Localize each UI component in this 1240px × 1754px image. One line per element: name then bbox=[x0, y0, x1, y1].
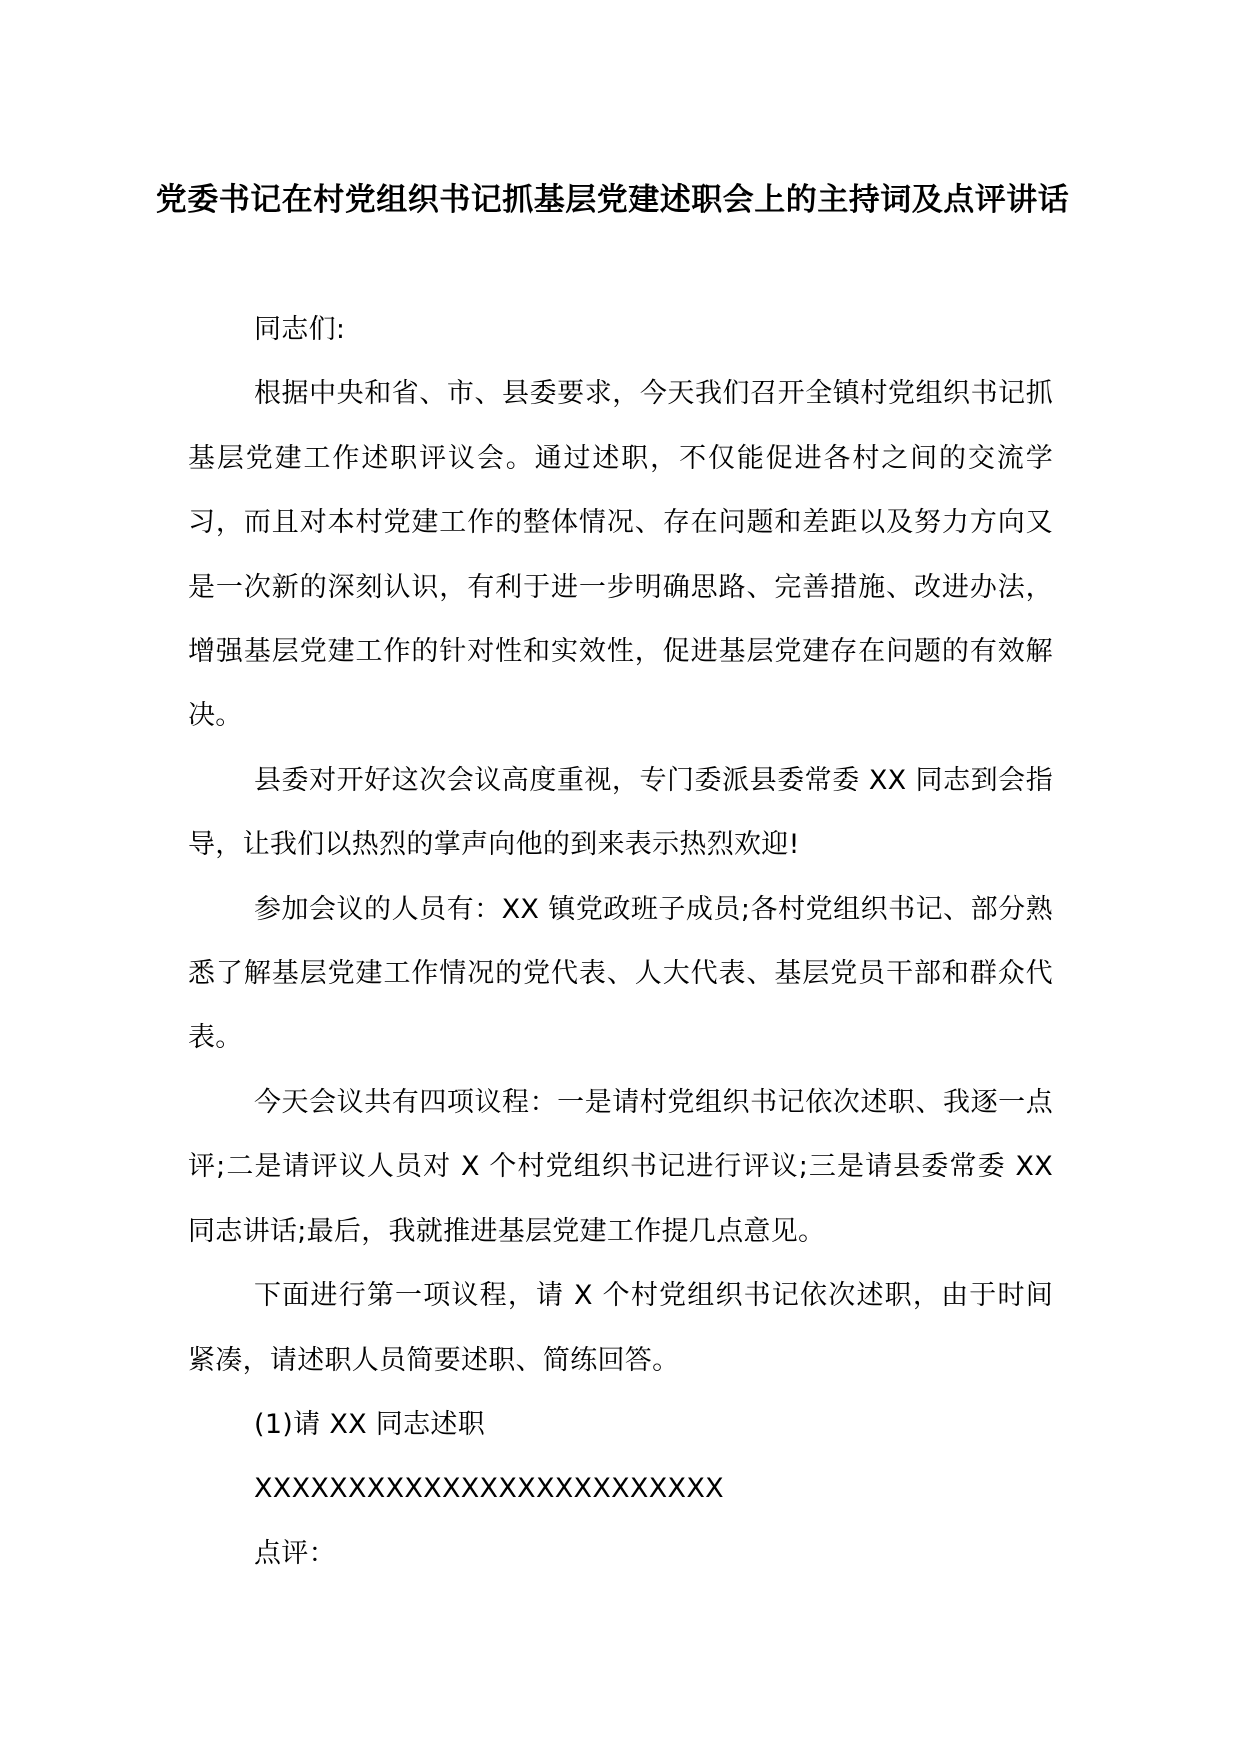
document-body bbox=[188, 298, 1053, 1586]
paragraph-comment-label: 点评： bbox=[254, 1537, 336, 1569]
paragraph-speaker-call: (1)请 XX 同志述职 bbox=[254, 1408, 486, 1440]
paragraph-agenda: 今天会议共有四项议程：一是请村党组织书记依次述职、我逐一点评;二是请评议人员对 X 个村党组织书记进行评议;三是请县委常委 XX 同志讲话;最后，我就推进基层党建工作提几点意见。 bbox=[188, 1086, 1053, 1247]
paragraph-background: 根据中央和省、市、县委要求，今天我们召开全镇村党组织书记抓基层党建工作述职评议会。通过述职，不仅能促进各村之间的交流学习，而且对本村党建工作的整体情况、存在问题和差距以及努力方向又是一次新的深刻认识，有利于进一步明确思路、完善措施、改进办法，增强基层党建工作的针对性和实效性，促进基层党建存在问题的有效解决。 bbox=[188, 378, 1053, 732]
paragraph-guest-welcome: 县委对开好这次会议高度重视，专门委派县委常委 XX 同志到会指导，让我们以热烈的掌声向他的到来表示热烈欢迎! bbox=[188, 764, 1053, 861]
paragraph-first-item: 下面进行第一项议程，请 X 个村党组织书记依次述职，由于时间紧凑，请述职人员简要述职、简练回答。 bbox=[188, 1280, 1053, 1376]
greeting-paragraph: 同志们: bbox=[254, 314, 346, 345]
paragraph-placeholder: XXXXXXXXXXXXXXXXXXXXXXXXX bbox=[254, 1473, 724, 1505]
document-title: 党委书记在村党组织书记抓基层党建述职会上的主持词及点评讲话 bbox=[155, 182, 1070, 218]
paragraph-attendees: 参加会议的人员有：XX 镇党政班子成员;各村党组织书记、部分熟悉了解基层党建工作情况的党代表、人大代表、基层党员干部和群众代表。 bbox=[188, 893, 1053, 1054]
